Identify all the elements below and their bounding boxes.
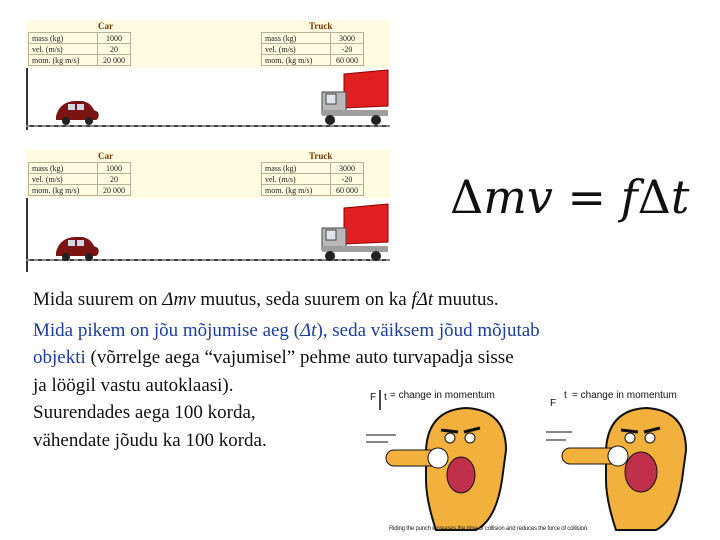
car-header: Car	[98, 21, 113, 31]
impulse-formula: Δmv = fΔt	[450, 170, 690, 224]
body-line-5: Suurendades aega 100 korda,	[33, 402, 256, 423]
truck-header: Truck	[309, 151, 333, 161]
car-table: mass (kg) 1000 vel. (m/s) 20 mom. (kg m/s) 20 000	[28, 162, 131, 196]
car-icon	[56, 101, 99, 125]
body-line-4: ja löögil vastu autoklaasi).	[33, 375, 234, 396]
body-line-3: objekti (võrrelge aega “vajumisel” pehme auto turvapadja sisse	[33, 347, 514, 368]
force-f-left: F	[370, 392, 377, 403]
punch-cartoon	[366, 380, 696, 535]
body-line-1: Mida suurem on Δmv muutus, seda suurem on ka fΔt muutus.	[33, 289, 499, 310]
collision-scene	[26, 68, 390, 130]
truck-icon	[322, 70, 388, 125]
truck-table: mass (kg) 3000 vel. (m/s) -20 mom. (kg m/s) 60 000	[261, 32, 364, 66]
truck-table: mass (kg) 3000 vel. (m/s) -20 mom. (kg m/s) 60 000	[261, 162, 364, 196]
truck-icon	[322, 204, 388, 261]
svg-text:t: t	[384, 392, 387, 403]
left-face-icon	[366, 408, 506, 530]
car-header: Car	[98, 151, 113, 161]
collision-panel-2	[26, 150, 390, 272]
collision-scene	[26, 198, 390, 272]
right-face-icon	[546, 408, 686, 530]
body-line-6: vähendate jõudu ka 100 korda.	[33, 430, 267, 451]
truck-header: Truck	[309, 21, 333, 31]
body-line-2: Mida pikem on jõu mõjumise aeg (Δt), seda väiksem jõud mõjutab	[33, 320, 540, 341]
cartoon-caption: Riding the punch increases the time of collision and reduces the force of collision.	[389, 526, 589, 532]
left-momentum-label: = change in momentum	[390, 390, 495, 401]
collision-panel-1	[26, 20, 390, 130]
car-table: mass (kg) 1000 vel. (m/s) 20 mom. (kg m/s) 20 000	[28, 32, 131, 66]
right-momentum-label: = change in momentum	[572, 390, 677, 401]
force-f-right: F	[550, 398, 557, 409]
svg-text:t: t	[564, 390, 567, 401]
car-icon	[56, 237, 99, 261]
